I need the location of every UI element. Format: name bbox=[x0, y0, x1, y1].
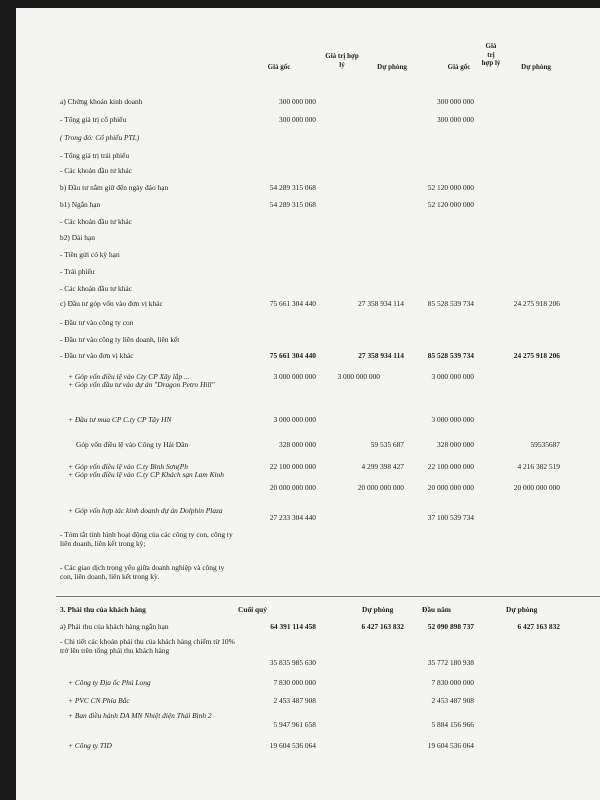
row-label: - Đầu tư vào đơn vị khác bbox=[60, 351, 134, 360]
row-label: + PVC CN Phía Bắc bbox=[68, 696, 130, 705]
cell-value: 75 661 304 440 bbox=[269, 351, 316, 360]
header-fair-value-2: Giá trị hợp lý bbox=[481, 42, 501, 67]
cell-value: 52 120 000 000 bbox=[427, 200, 474, 209]
row-label: + Góp vốn điều lệ vào C.ty Bình Sơn(Ph bbox=[68, 462, 188, 471]
row-label: + Công ty Địa ốc Phú Long bbox=[68, 678, 151, 687]
header-provision: Dự phòng bbox=[506, 605, 538, 614]
row-label: a) Chứng khoán kinh doanh bbox=[60, 97, 143, 106]
cell-value: 24 275 918 206 bbox=[513, 351, 560, 360]
cell-value: 20 000 000 000 bbox=[427, 483, 474, 492]
document-page bbox=[16, 8, 600, 800]
cell-value: 6 427 163 832 bbox=[517, 622, 560, 631]
header-provision: Dự phòng bbox=[362, 605, 394, 614]
cell-value: 35 835 985 630 bbox=[269, 658, 316, 667]
header-provision-2: Dự phòng bbox=[521, 63, 551, 71]
cell-value: 2 453 487 908 bbox=[431, 696, 474, 705]
header-cost-1: Giá gốc bbox=[267, 63, 291, 71]
cell-value: 4 216 382 519 bbox=[517, 462, 560, 471]
header-end-quarter: Cuối quý bbox=[238, 605, 267, 614]
cell-value: 20 000 000 000 bbox=[269, 483, 316, 492]
row-label: - Tổng giá trị trái phiếu bbox=[60, 151, 130, 160]
row-label: - Tiền gửi có kỳ hạn bbox=[60, 250, 120, 259]
row-label: c) Đầu tư góp vốn vào đơn vị khác bbox=[60, 299, 163, 308]
row-label: - Đầu tư vào công ty con bbox=[60, 318, 134, 327]
cell-value: 59535687 bbox=[530, 440, 560, 449]
cell-value: 52 120 000 000 bbox=[427, 183, 474, 192]
cell-value: 300 000 000 bbox=[437, 97, 474, 106]
cell-value: 5 884 156 966 bbox=[431, 720, 474, 729]
cell-value: 54 289 315 068 bbox=[269, 200, 316, 209]
cell-value: 22 100 000 000 bbox=[269, 462, 316, 471]
row-label: - Tóm tắt tình hình hoạt động của các công ty con, công ty liên doanh, liên kết trong kỳ; bbox=[60, 530, 233, 548]
cell-value: 22 100 000 000 bbox=[427, 462, 474, 471]
row-label: - Trái phiếu bbox=[60, 267, 95, 276]
row-label: ( Trong đó: Cổ phiếu PTL) bbox=[60, 133, 140, 142]
cell-value: 328 000 000 bbox=[279, 440, 316, 449]
cell-value: 300 000 000 bbox=[279, 115, 316, 124]
row-label: - Đầu tư vào công ty liên doanh, liên kết bbox=[60, 335, 180, 344]
row-label: + Góp vốn đầu tư vào dự án "Dragon Petro Hill" bbox=[68, 380, 215, 389]
cell-value: 7 830 000 000 bbox=[431, 678, 474, 687]
cell-value: 2 453 487 908 bbox=[273, 696, 316, 705]
row-label: b) Đầu tư nắm giữ đến ngày đáo hạn bbox=[60, 183, 169, 192]
cell-value: 27 358 934 114 bbox=[358, 299, 404, 308]
row-label: + Góp vốn điều lệ vào C.ty CP Khách sạn Lam Kinh bbox=[68, 470, 224, 479]
cell-value: 35 772 180 938 bbox=[427, 658, 474, 667]
header-cost-2: Giá gốc bbox=[447, 63, 471, 71]
cell-value: 3 000 000 000 bbox=[431, 372, 474, 381]
row-label: + Góp vốn điều lệ vào Cty CP Xây lắp ... bbox=[68, 372, 190, 381]
row-label: - Tổng giá trị cổ phiếu bbox=[60, 115, 127, 124]
cell-value: 27 358 934 114 bbox=[358, 351, 404, 360]
cell-value: 3 000 000 000 bbox=[273, 415, 316, 424]
cell-value: 52 090 898 737 bbox=[427, 622, 474, 631]
cell-value: 19 604 536 064 bbox=[427, 741, 474, 750]
header-start-year: Đầu năm bbox=[422, 605, 451, 614]
row-label: + Đầu tư mua CP C.ty CP Tây HN bbox=[68, 415, 172, 424]
row-label: b2) Dài hạn bbox=[60, 233, 95, 242]
cell-value: 54 289 315 068 bbox=[269, 183, 316, 192]
section-divider bbox=[56, 596, 600, 597]
cell-value: 19 604 536 064 bbox=[269, 741, 316, 750]
cell-value: 6 427 163 832 bbox=[361, 622, 404, 631]
row-label: Góp vốn điều lệ vào Công ty Hải Dân bbox=[76, 440, 189, 449]
row-label: - Các khoản đầu tư khác bbox=[60, 217, 132, 226]
cell-value: 85 528 539 734 bbox=[427, 299, 474, 308]
stamp-mark bbox=[590, 326, 598, 356]
header-fair-value-1: Giá trị hợp lý bbox=[325, 52, 359, 69]
cell-value: 7 830 000 000 bbox=[273, 678, 316, 687]
row-label: a) Phải thu của khách hàng ngắn hạn bbox=[60, 622, 169, 631]
row-label: + Công ty TID bbox=[68, 741, 112, 750]
row-label: - Các khoản đầu tư khác bbox=[60, 284, 132, 293]
cell-value: 85 528 539 734 bbox=[427, 351, 474, 360]
row-label: - Các khoản đầu tư khác bbox=[60, 166, 132, 175]
cell-value: 5 947 961 658 bbox=[273, 720, 316, 729]
cell-value: 20 000 000 000 bbox=[357, 483, 404, 492]
row-label: + Góp vốn hợp tác kinh doanh dự án Dolphin Plaza bbox=[68, 506, 223, 515]
cell-value: 300 000 000 bbox=[279, 97, 316, 106]
cell-value: 328 000 000 bbox=[437, 440, 474, 449]
header-provision-1: Dự phòng bbox=[377, 63, 407, 71]
cell-value: 27 233 304 440 bbox=[269, 513, 316, 522]
row-label: + Ban điều hành DA MN Nhiệt điện Thái Bình 2 bbox=[68, 711, 212, 720]
cell-value: 59 535 687 bbox=[370, 440, 404, 449]
cell-value: 20 000 000 000 bbox=[513, 483, 560, 492]
cell-value: 64 391 114 458 bbox=[270, 622, 316, 631]
cell-value: 3 000 000 000 bbox=[431, 415, 474, 424]
row-label: b1) Ngắn hạn bbox=[60, 200, 101, 209]
cell-value: 75 661 304 440 bbox=[269, 299, 316, 308]
stamp-mark bbox=[590, 266, 598, 306]
cell-value: 300 000 000 bbox=[437, 115, 474, 124]
section-title: 3. Phải thu của khách hàng bbox=[60, 605, 146, 614]
cell-value: 24 275 918 206 bbox=[513, 299, 560, 308]
cell-value: 37 100 539 734 bbox=[427, 513, 474, 522]
cell-value: 3 000 000 000 bbox=[337, 372, 380, 381]
row-label: - Chi tiết các khoản phải thu của khách hàng chiếm từ 10% trở lên trên tổng phải thu khách hàng bbox=[60, 637, 235, 655]
row-label: - Các giao dịch trọng yếu giữa doanh nghiệp và công ty con, liên doanh, liên kết trong kỳ. bbox=[60, 563, 225, 581]
cell-value: 4 299 398 427 bbox=[361, 462, 404, 471]
cell-value: 3 000 000 000 bbox=[273, 372, 316, 381]
